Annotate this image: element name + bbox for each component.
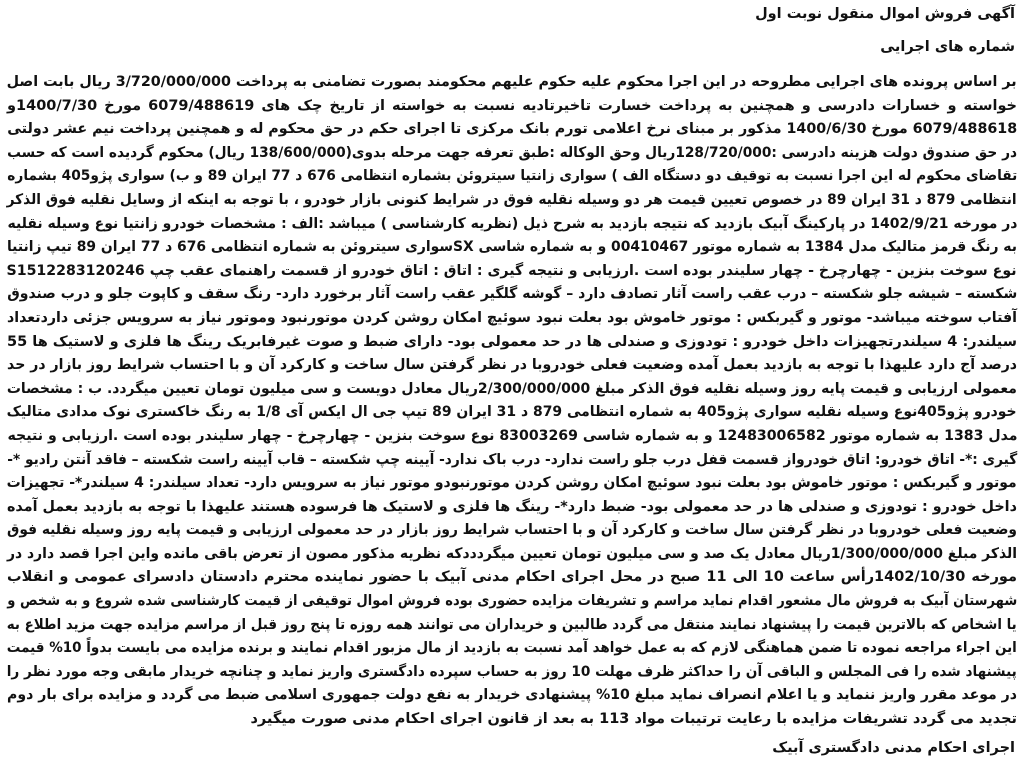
- body-line: [7, 378, 1017, 402]
- body-line-text: خودرو پژو405نوع وسیله نقلیه سواری پژو405 به شماره انتظامی 879 د 31 ایران 89 تیپ جی ال ایکس آی 1/8 به رنگ خاکستری نوک مدادی متالیک: [6, 404, 1017, 421]
- body-line: [7, 472, 1017, 496]
- body-line-text: بر اساس پرونده های اجرایی مطروحه در این اجرا محکوم علیه حکوم علیهم محکومند بصورت تضامنی به پرداخت 3/720/000/000 ریال بابت اصل: [7, 74, 1017, 90]
- body-line-text: گیری :*- اتاق خودرو: اتاق خودرواز قسمت قفل درب جلو راست ندارد- درب باک ندارد- آیینه چپ شکسته – قاب آیینه راست شکسته – فاقد آنتن رادیو *-: [7, 451, 1017, 468]
- body-line-text: پیشنهاد شده را فی المجلس و الباقی آن را حداکثر ظرف مهلت 10 روز به حساب سپرده دادگستری واریز نماید و چنانچه خریدار مابقی وجه مورد نظر را: [6, 663, 1017, 680]
- body-line: [7, 449, 1017, 473]
- body-line-text: موتور و گیربکس : موتور خاموش بود بعلت نبود سوئیچ امکان روشن کردن موتورنبودو موتور نیاز به سرویس دارد- تعداد سیلندر: 4 سیلندر*- تجهیزات: [6, 475, 1017, 492]
- body-line: [7, 614, 1017, 638]
- body-line-text: نوع سوخت بنزین - چهارچرخ - چهار سلیندر بوده است .ارزیابی و نتیجه گیری : اتاق : اتاق خودرو از قسمت راهنمای عقب چپ S1512283120246: [7, 262, 1017, 279]
- body-line-text: انتظامی 879 د 31 ایران 89 در خصوص تعیین قیمت هر دو وسیله نقلیه فوق در شرایط کنونی بازار خودرو ، با توجه به اینکه از وسایل نقلیه فوق الذکر: [6, 191, 1017, 208]
- body-line: [7, 283, 1017, 307]
- body-line: [7, 661, 1017, 685]
- body-line-text: وضعیت فعلی خودروبا در نظر گرفتن سال ساخت و کارکرد آن و با احتساب شرایط روز بازار در حد معمولی ارزیابی و قیمت پایه روز وسیله نقلیه فوق: [7, 522, 1017, 539]
- execution-numbers-heading: شماره های اجرایی: [880, 39, 1015, 55]
- body-line: [7, 307, 1017, 331]
- body-line-text: به رنگ قرمز متالیک مدل 1384 به شماره موتور 00410467 و به شماره شاسی SXسواری سیتروئن به شماره انتظامی 676 د 77 ایران 89 تیپ زانتیا: [7, 239, 1017, 256]
- body-line-text: خواسته و خسارات دادرسی و همچنین به پرداخت خسارت تاخیرتادیه نسبت به خواسته از تاریخ چک های 6079/488619 مورخ 1400/7/30و: [7, 97, 1017, 114]
- body-line-text: در موعد مقرر واریز ننماید و یا اعلام انصراف نماید مبلغ 10% پیشنهادی خریدار به نفع دولت جمهوری اسلامی ضبط می گردد و مزایده برای بار دوم: [7, 687, 1017, 704]
- body-line-text: سیلندر: 4 سیلندرتجهیزات داخل خودرو : تودوزی و صندلی ها در حد معمولی بود- دارای ضبط و صوت غیرفابریک رینگ ها فلزی و لاستیک ها 55: [7, 333, 1017, 350]
- body-line: [7, 331, 1017, 355]
- body-line-text: یا اشخاص که بالاترین قیمت را پیشنهاد نمایند منتقل می گردد طالبین و خریداران می توانند همه روزه تا پنج روز قبل از مراسم مزایده جهت مزید اطلاع به: [7, 616, 1017, 633]
- body-line-text: در حق صندوق دولت هزینه دادرسی :128/720/000ریال وحق الوکاله :طبق تعرفه جهت مرحله بدوی(138/600/000 ریال) محکوم گردیده است که حسب: [7, 144, 1017, 161]
- notice-body: [7, 71, 1017, 732]
- body-line: [7, 354, 1017, 378]
- body-line: [7, 236, 1017, 260]
- body-line: [7, 142, 1017, 166]
- body-line-text: درصد آج دارد علیهذا با توجه به بازدید بعمل آمده وضعیت فعلی خودروبا در نظر گرفتن سال ساخت و کارکرد آن و با احتساب شرایط روز بازار در حد: [7, 357, 1017, 374]
- body-line-text: داخل خودرو : تودوزی و صندلی ها در حد معمولی بود- ضبط دارد*- رینگ ها فلزی و لاستیک ها فرسوده هستند علیهذا با توجه به بازدید بعمل آمده: [7, 498, 1017, 515]
- body-line-text: شهرستان آبیک به فروش مال مشعور اقدام نماید مراسم و تشریفات مزایده حضوری بوده فروش اموال توقیفی از قیمت کارشناسی شده شروع و به شخص و: [7, 593, 1017, 610]
- body-line: [7, 71, 1017, 95]
- body-line: [7, 684, 1017, 708]
- body-line: [7, 118, 1017, 142]
- body-line: [7, 165, 1017, 189]
- body-line-text: آفتاب سوخته میباشد- موتور و گیربکس : موتور خاموش بود بعلت نبود سوئیچ امکان روشن کردن موتورنبود وموتور نیاز به سرویس جزئی داردتعداد: [6, 309, 1017, 326]
- body-line-text: شکسته – شیشه جلو شکسته – درب عقب راست آثار تصادف دارد – گوشه گلگیر عقب راست آثار برخورد دارد- رنگ سقف و کاپوت جلو و درب صندوق: [6, 286, 1017, 303]
- body-line: [7, 496, 1017, 520]
- body-line-text: در مورخه 1402/9/21 در پارکینگ آبیک بازدید که نتیجه بازدید به شرح ذیل (نظریه کارشناسی ) میباشد :الف : مشخصات خودرو زانتیا نوع وسیله نقلیه: [7, 215, 1017, 232]
- body-line-text: تقاضای محکوم له این اجرا نسبت به توقیف دو دستگاه الف ) سواری زانتیا سیتروئن بشماره انتظامی 676 د 77 ایران 89 و ب) سواری پژو405 بشماره: [6, 168, 1017, 185]
- body-line-text: تجدید می گردد تشریفات مزایده با رعایت ترتیبات مواد 113 به بعد از قانون اجرای احکام مدنی صورت میگیرد: [250, 711, 1017, 728]
- body-line: [7, 425, 1017, 449]
- body-line: [7, 590, 1017, 614]
- body-line-text: مدل 1383 به شماره موتور 12483006582 و به شماره شاسی 83003269 نوع سوخت بنزین - چهارچرخ - چهار سلیندر بوده است .ارزیابی و نتیجه: [7, 427, 1017, 444]
- body-line-text: 6079/488618 مورخ 1400/6/30 مذکور بر مبنای نرخ اعلامی تورم بانک مرکزی تا اجرای حکم در حق محکوم له و همچنین پرداخت نیم عشر دولتی: [7, 121, 1017, 138]
- body-line-text: این اجراء مراجعه نموده تا ضمن هماهنگی لازم که به عمل خواهد آمد نسبت به بازدید از مال مزبور اقدام نمایند و برنده مزایده می بایست بدواً 10% قیمت: [6, 640, 1017, 657]
- body-line: [7, 213, 1017, 237]
- notice-title: آگهی فروش اموال منقول نوبت اول: [755, 6, 1015, 22]
- body-line: [7, 543, 1017, 567]
- body-line: [7, 189, 1017, 213]
- body-line: [7, 566, 1017, 590]
- body-line: [7, 401, 1017, 425]
- body-line: [7, 519, 1017, 543]
- body-line-text: الذکر مبلغ 1/300/000/000ریال معادل یک صد و سی میلیون تومان تعیین میگردددکه نظریه مذکور مصون از تعرض باقی مانده واین اجرا قصد دارد در: [6, 545, 1017, 562]
- body-line: [7, 260, 1017, 284]
- body-line: [7, 95, 1017, 119]
- body-line-text: مورخه 1402/10/30رأس ساعت 10 الی 11 صبح در محل اجرای احکام مدنی آبیک با حضور نماینده محترم دادستان دادسرای عمومی و انقلاب: [7, 569, 1017, 586]
- body-line-last: [7, 708, 1017, 732]
- body-line: [7, 637, 1017, 661]
- issuer-signature: اجرای احکام مدنی دادگستری آبیک: [772, 740, 1015, 756]
- body-line-text: معمولی ارزیابی و قیمت پایه روز وسیله نقلیه فوق الذکر مبلغ 2/300/000/000ریال معادل دویست و سی میلیون تومان تعیین میگردد. ب : مشخصات: [6, 380, 1017, 397]
